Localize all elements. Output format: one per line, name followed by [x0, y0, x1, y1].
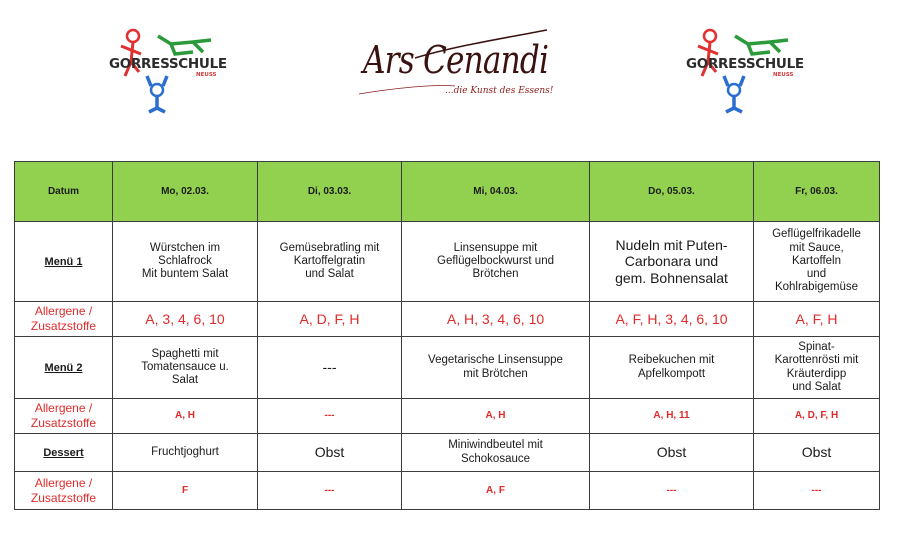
dish-cell: Nudeln mit Puten- Carbonara und gem. Bohnensalat	[590, 222, 754, 302]
school-logo-city: NEUSS	[196, 72, 217, 78]
school-logo-right	[680, 24, 820, 114]
header-day: Mo, 02.03.	[113, 162, 258, 222]
header-day: Fr, 06.03.	[754, 162, 880, 222]
allergen-cell: ---	[754, 472, 880, 510]
brand-name: Ars Cenandi	[363, 38, 549, 82]
allergen-cell: A, F	[402, 472, 590, 510]
header-day: Di, 03.03.	[258, 162, 402, 222]
allergen-cell: ---	[590, 472, 754, 510]
table-row-allergens-1	[15, 302, 880, 337]
school-logo-city: NEUSS	[773, 72, 794, 78]
dish-cell: Obst	[754, 434, 880, 472]
allergen-cell: A, D, F, H	[754, 399, 880, 434]
dish-cell: ---	[258, 337, 402, 399]
allergen-cell: A, D, F, H	[258, 302, 402, 337]
dish-cell: Obst	[590, 434, 754, 472]
school-logo-name: GORRESSCHULE	[686, 56, 804, 72]
dish-cell: Fruchtjoghurt	[113, 434, 258, 472]
dish-cell: Vegetarische Linsensuppe mit Brötchen	[402, 337, 590, 399]
allergen-cell: A, H, 11	[590, 399, 754, 434]
dish-cell: Miniwindbeutel mit Schokosauce	[402, 434, 590, 472]
allergen-cell: F	[113, 472, 258, 510]
dish-cell: Gemüsebratling mit Kartoffelgratin und Salat	[258, 222, 402, 302]
allergen-cell: A, H, 3, 4, 6, 10	[402, 302, 590, 337]
allergen-label: Allergene / Zusatzstoffe	[15, 399, 113, 434]
allergen-cell: A, F, H	[754, 302, 880, 337]
allergen-label: Allergene / Zusatzstoffe	[15, 302, 113, 337]
brand-tagline: ...die Kunst des Essens!	[445, 86, 554, 96]
table-row-allergens-2	[15, 399, 880, 434]
allergen-cell: A, F, H, 3, 4, 6, 10	[590, 302, 754, 337]
allergen-cell: ---	[258, 399, 402, 434]
allergen-label: Allergene / Zusatzstoffe	[15, 472, 113, 510]
row-label-text: Dessert	[43, 447, 84, 460]
table-row-menu-1	[15, 222, 880, 302]
dish-cell: Obst	[258, 434, 402, 472]
school-logo-left	[103, 24, 243, 114]
allergen-cell: A, H	[402, 399, 590, 434]
table-row-allergens-3	[15, 472, 880, 510]
dish-cell: Würstchen im Schlafrock Mit buntem Salat	[113, 222, 258, 302]
header-datum: Datum	[15, 162, 113, 222]
table-row-dessert	[15, 434, 880, 472]
row-label	[15, 337, 113, 399]
dish-cell: Spinat- Karottenrösti mit Kräuterdipp und Salat	[754, 337, 880, 399]
dish-cell: Reibekuchen mit Apfelkompott	[590, 337, 754, 399]
dish-cell: Spaghetti mit Tomatensauce u. Salat	[113, 337, 258, 399]
dish-cell: Geflügelfrikadelle mit Sauce, Kartoffeln und Kohlrabigemüse	[754, 222, 880, 302]
header-day: Mi, 04.03.	[402, 162, 590, 222]
allergen-cell: ---	[258, 472, 402, 510]
row-label	[15, 222, 113, 302]
brand-logo	[355, 28, 555, 108]
table-header-row	[15, 162, 880, 222]
allergen-cell: A, H	[113, 399, 258, 434]
menu-table	[14, 161, 880, 510]
dish-cell: Linsensuppe mit Geflügelbockwurst und Brötchen	[402, 222, 590, 302]
row-label-text: Menü 1	[44, 256, 83, 269]
row-label-text: Menü 2	[44, 362, 83, 375]
school-logo-name: GORRESSCHULE	[109, 56, 227, 72]
row-label	[15, 434, 113, 472]
header-day: Do, 05.03.	[590, 162, 754, 222]
allergen-cell: A, 3, 4, 6, 10	[113, 302, 258, 337]
table-row-menu-2	[15, 337, 880, 399]
